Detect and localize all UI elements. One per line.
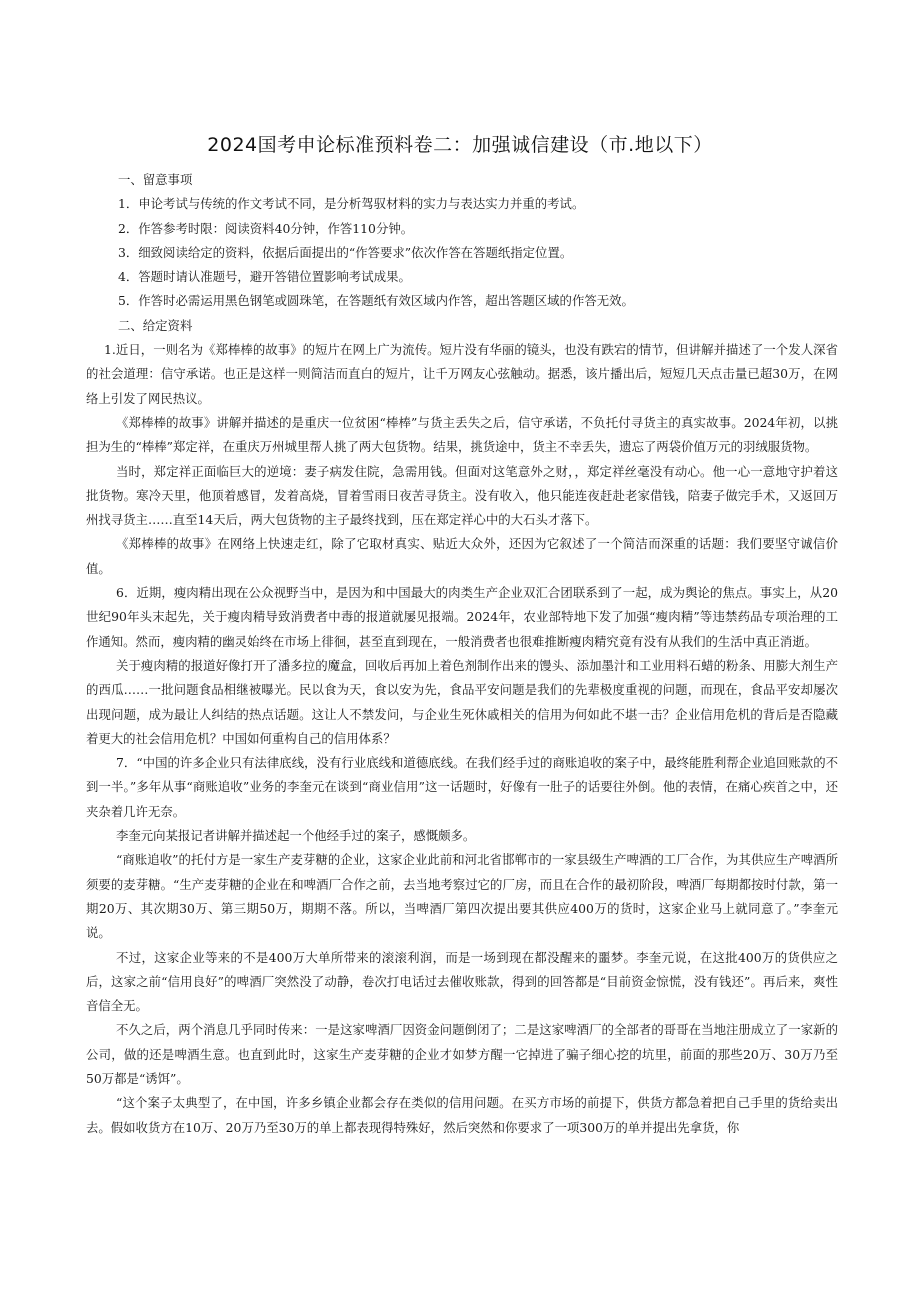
note-item: 4．答题时请认准题号，避开答错位置影响考试成果。 xyxy=(118,269,411,285)
material-paragraph: “这个案子太典型了，在中国，许多乡镇企业都会存在类似的信用问题。在买方市场的前提下，供货方都急着把自己手里的货给卖出去。假如收货方在10万、20万乃至30万的单上都表现得特殊好，然后突然和你要求了一项300万的单并提出先拿货，你 xyxy=(86,1095,838,1135)
document-body xyxy=(86,168,838,1140)
note-item: 5．作答时必需运用黑色钢笔或圆珠笔，在答题纸有效区域内作答，超出答题区域的作答无效。 xyxy=(118,293,634,309)
material-paragraph: 《郑棒棒的故事》讲解并描述的是重庆一位贫困“棒棒”与货主丢失之后，信守承诺，不负托付寻货主的真实故事。2024年初，以挑担为生的“棒棒”郑定祥，在重庆万州城里帮人挑了两大包货物。结果，挑货途中，货主不幸丢失，遗忘了两袋价值万元的羽绒服货物。 xyxy=(86,414,838,455)
material-paragraph: 6．近期，瘦肉精出现在公众视野当中，是因为和中国最大的肉类生产企业双汇合团联系到了一起，成为舆论的焦点。事实上，从20世纪90年头末起先，关于瘦肉精导致消费者中毒的报道就屡见报端。2024年，农业部特地下发了加强“瘦肉精”等违禁药品专项治理的工作通知。然而，瘦肉精的幽灵始终在市场上徘徊，甚至直到现在，一般消费者也很难推断瘦肉精究竟有没有从我们的生活中真正消逝。 xyxy=(86,585,838,649)
note-item: 3．细致阅读给定的资料，依据后面提出的“作答要求”依次作答在答题纸指定位置。 xyxy=(118,244,573,260)
material-paragraph: 不久之后，两个消息几乎同时传来：一是这家啤酒厂因资金问题倒闭了；二是这家啤酒厂的全部者的哥哥在当地注册成立了一家新的公司，做的还是啤酒生意。也直到此时，这家生产麦芽糖的企业才如梦方醒一它掉进了骗子细心挖的坑里，前面的那些20万、30万乃至50万都是“诱饵”。 xyxy=(86,1022,838,1086)
material-paragraph: 7．“中国的许多企业只有法律底线，没有行业底线和道德底线。在我们经手过的商账追收的案子中，最终能胜利帮企业追回账款的不到一半。”多年从事“商账追收”业务的李奎元在谈到“商业信用”这一话题时，好像有一肚子的话要往外倒。他的表情，在痛心疾首之中，还夹杂着几许无奈。 xyxy=(86,755,838,819)
note-item: 1．申论考试与传统的作文考试不同，是分析驾驭材料的实力与表达实力并重的考试。 xyxy=(118,196,585,212)
material-paragraph: 关于瘦肉精的报道好像打开了潘多拉的魔盒，回收后再加上着色剂制作出来的馒头、添加墨汁和工业用料石蜡的粉条、用膨大剂生产的西瓜……一批问题食品相继被曝光。民以食为天，食以安为先，食品平安问题是我们的先辈极度重视的问题，而现在，食品平安却屡次出现问题，成为最让人纠结的热点话题。这让人不禁发问，与企业生死休戚相关的信用为何如此不堪一击？企业信用危机的背后是否隐藏着更大的社会信用危机？中国如何重构自己的信用体系？ xyxy=(86,657,838,746)
material-paragraph: “商账追收”的托付方是一家生产麦芽糖的企业，这家企业此前和河北省邯郸市的一家县级生产啤酒的工厂合作，为其供应生产啤酒所须要的麦芽糖。“生产麦芽糖的企业在和啤酒厂合作之前，去当地考察过它的厂房，而且在合作的最初阶段，啤酒厂每期都按时付款，第一期20万、其次期30万、第三期50万，期期不落。所以，当啤酒厂第四次提出要其供应400万的货时，这家企业马上就同意了。”李奎元说。 xyxy=(86,852,838,941)
section-heading: 二、给定资料 xyxy=(118,317,193,333)
material-paragraph: 李奎元向某报记者讲解并描述起一个他经手过的案子，感慨颇多。 xyxy=(116,828,476,844)
note-item: 2．作答参考时限：阅读资料40分钟，作答110分钟。 xyxy=(118,220,414,236)
material-paragraph: 当时，郑定祥正面临巨大的逆境：妻子病发住院，急需用钱。但面对这笔意外之财，，郑定祥丝毫没有动心。他一心一意地守护着这批货物。寒冷天里，他顶着感冒，发着高烧，冒着雪雨日夜苦寻货主。没有收入，他只能连夜赶赴老家借钱，陪妻子做完手术，又返回万州找寻货主……直至14天后，两大包货物的主子最终找到，压在郑定祥心中的大石头才落下。 xyxy=(86,463,838,528)
material-paragraph: 1.近日，一则名为《郑棒棒的故事》的短片在网上广为流传。短片没有华丽的镜头，也没有跌宕的情节，但讲解并描述了一个发人深省的社会道理：信守承诺。也正是这样一则简洁而直白的短片，让千万网友心弦触动。据悉，该片播出后，短短几天点击量已超30万，在网络上引发了网民热议。 xyxy=(86,342,838,406)
material-paragraph: 不过，这家企业等来的不是400万大单所带来的滚滚利润，而是一场到现在都没醒来的噩梦。李奎元说，在这批400万的货供应之后，这家之前“信用良好”的啤酒厂突然没了动静，卷次打电话过去催收账款，得到的回答都是“目前资金惊慌，没有钱还”。再后来，爽性音信全无。 xyxy=(86,949,838,1014)
material-paragraph: 《郑棒棒的故事》在网络上快速走红，除了它取材真实、贴近大众外，还因为它叙述了一个简洁而深重的话题：我们要坚守诚信价值。 xyxy=(86,536,838,576)
section-heading: 一、留意事项 xyxy=(118,172,193,187)
document-title: 2024国考申论标准预料卷二：加强诚信建设（市.地以下） xyxy=(207,134,713,156)
